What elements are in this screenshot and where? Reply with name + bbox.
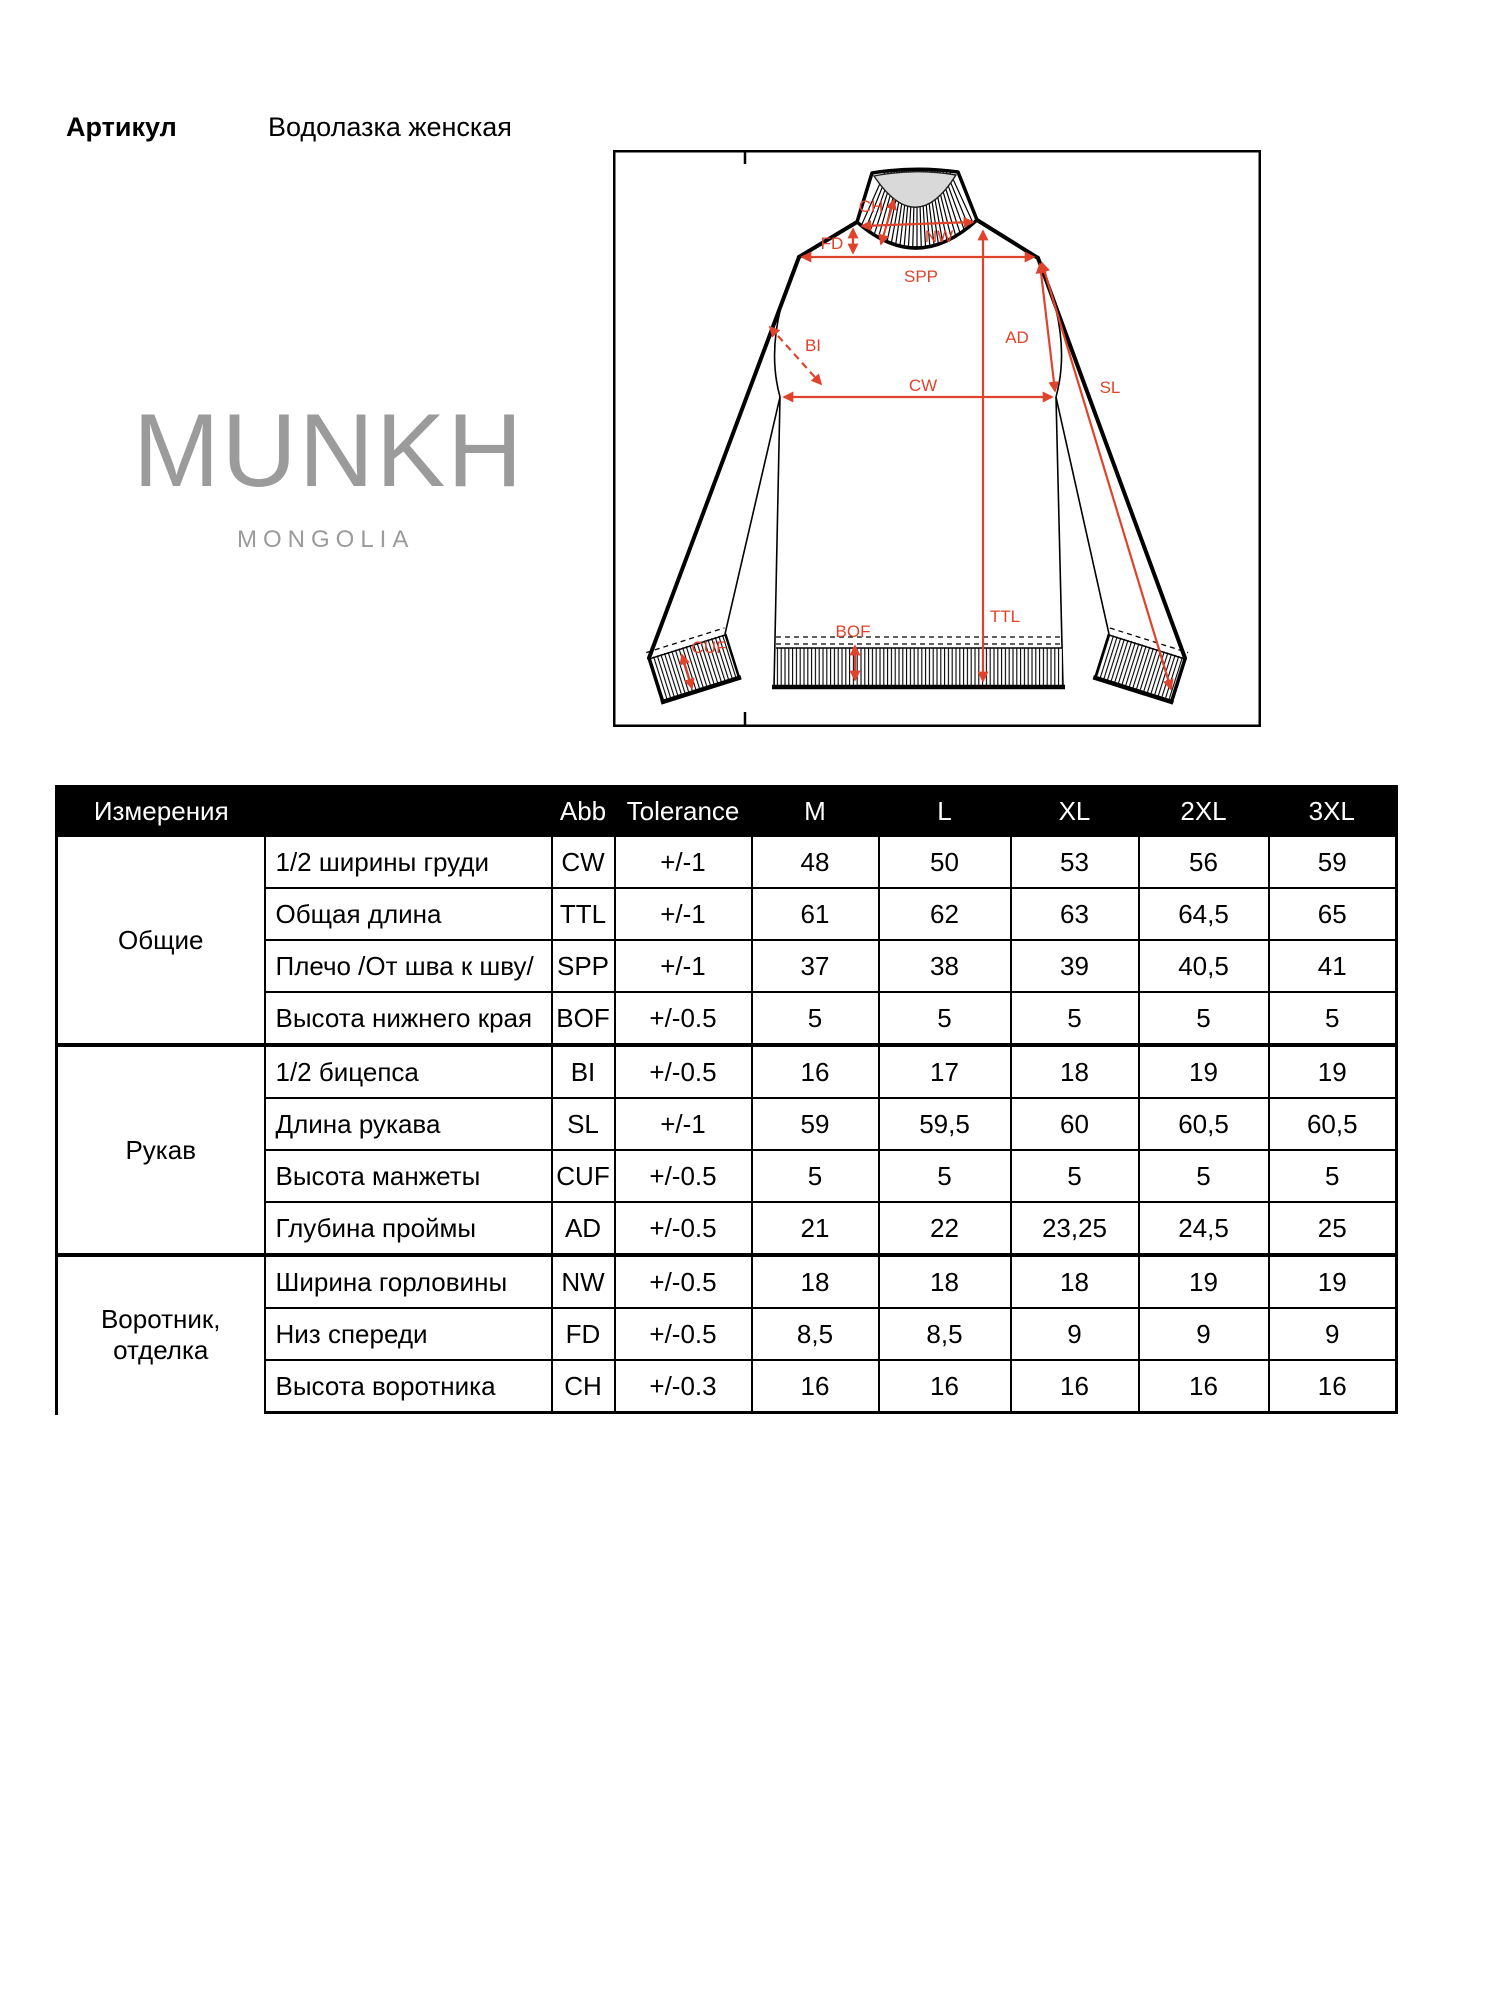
value-2xl: 9 bbox=[1139, 1308, 1269, 1360]
row-abb: CUF bbox=[552, 1150, 615, 1202]
value-l: 17 bbox=[879, 1045, 1011, 1098]
value-3xl: 9 bbox=[1269, 1308, 1397, 1360]
value-2xl: 60,5 bbox=[1139, 1098, 1269, 1150]
value-m: 5 bbox=[752, 992, 879, 1045]
value-xl: 5 bbox=[1011, 1150, 1139, 1202]
brand-logo-country: MONGOLIA bbox=[237, 526, 415, 553]
row-label: Плечо /От шва к шву/ bbox=[265, 940, 552, 992]
header-empty bbox=[265, 787, 552, 837]
value-l: 62 bbox=[879, 888, 1011, 940]
value-m: 61 bbox=[752, 888, 879, 940]
table-left-border-tail bbox=[55, 1402, 58, 1415]
label-ttl: TTL bbox=[989, 607, 1021, 626]
table-row bbox=[57, 836, 1397, 888]
row-abb: AD bbox=[552, 1202, 615, 1255]
row-tolerance: +/-0.5 bbox=[615, 1202, 752, 1255]
value-3xl: 60,5 bbox=[1269, 1098, 1397, 1150]
row-abb: NW bbox=[552, 1255, 615, 1308]
value-m: 21 bbox=[752, 1202, 879, 1255]
row-tolerance: +/-0.5 bbox=[615, 1150, 752, 1202]
value-xl: 5 bbox=[1011, 992, 1139, 1045]
row-label: Общая длина bbox=[265, 888, 552, 940]
sweater-measurement-diagram bbox=[613, 150, 1261, 727]
value-xl: 39 bbox=[1011, 940, 1139, 992]
value-l: 8,5 bbox=[879, 1308, 1011, 1360]
value-xl: 9 bbox=[1011, 1308, 1139, 1360]
value-xl: 60 bbox=[1011, 1098, 1139, 1150]
group-name: Рукав bbox=[57, 1045, 265, 1255]
row-label: 1/2 бицепса bbox=[265, 1045, 552, 1098]
value-m: 18 bbox=[752, 1255, 879, 1308]
row-tolerance: +/-1 bbox=[615, 836, 752, 888]
row-label: Длина рукава bbox=[265, 1098, 552, 1150]
row-tolerance: +/-1 bbox=[615, 1098, 752, 1150]
value-l: 5 bbox=[879, 992, 1011, 1045]
value-xl: 18 bbox=[1011, 1045, 1139, 1098]
row-abb: CW bbox=[552, 836, 615, 888]
header-size-3xl: 3XL bbox=[1269, 787, 1397, 837]
value-3xl: 5 bbox=[1269, 1150, 1397, 1202]
header-measure: Измерения bbox=[57, 787, 265, 837]
row-label: 1/2 ширины груди bbox=[265, 836, 552, 888]
value-m: 48 bbox=[752, 836, 879, 888]
row-abb: SPP bbox=[552, 940, 615, 992]
right-cuff bbox=[1093, 628, 1189, 703]
row-abb: BOF bbox=[552, 992, 615, 1045]
group-name: Воротник, отделка bbox=[57, 1255, 265, 1413]
label-nw: NW bbox=[924, 227, 954, 246]
row-abb: BI bbox=[552, 1045, 615, 1098]
header-tolerance: Tolerance bbox=[615, 787, 752, 837]
value-2xl: 5 bbox=[1139, 992, 1269, 1045]
article-label: Артикул bbox=[66, 112, 177, 142]
value-3xl: 65 bbox=[1269, 888, 1397, 940]
row-abb: SL bbox=[552, 1098, 615, 1150]
row-tolerance: +/-0.5 bbox=[615, 1308, 752, 1360]
value-l: 5 bbox=[879, 1150, 1011, 1202]
header-size-2xl: 2XL bbox=[1139, 787, 1269, 837]
value-m: 8,5 bbox=[752, 1308, 879, 1360]
right-sleeve-edge bbox=[1038, 258, 1185, 658]
value-l: 22 bbox=[879, 1202, 1011, 1255]
value-m: 16 bbox=[752, 1360, 879, 1413]
value-m: 59 bbox=[752, 1098, 879, 1150]
article-value: Водолазка женская bbox=[268, 112, 512, 142]
value-xl: 63 bbox=[1011, 888, 1139, 940]
table-row bbox=[57, 1045, 1397, 1098]
value-m: 5 bbox=[752, 1150, 879, 1202]
value-2xl: 16 bbox=[1139, 1360, 1269, 1413]
size-table bbox=[55, 785, 1398, 1414]
label-spp: SPP bbox=[903, 267, 939, 286]
value-2xl: 64,5 bbox=[1139, 888, 1269, 940]
value-xl: 18 bbox=[1011, 1255, 1139, 1308]
value-l: 18 bbox=[879, 1255, 1011, 1308]
hem-band bbox=[772, 637, 1065, 687]
row-tolerance: +/-0.3 bbox=[615, 1360, 752, 1413]
header-abb: Abb bbox=[552, 787, 615, 837]
value-3xl: 5 bbox=[1269, 992, 1397, 1045]
header-size-l: L bbox=[879, 787, 1011, 837]
table-header-row bbox=[57, 787, 1397, 837]
row-label: Глубина проймы bbox=[265, 1202, 552, 1255]
row-tolerance: +/-0.5 bbox=[615, 992, 752, 1045]
row-tolerance: +/-1 bbox=[615, 888, 752, 940]
label-cw: CW bbox=[908, 376, 938, 395]
label-bi: BI bbox=[804, 336, 822, 355]
row-abb: TTL bbox=[552, 888, 615, 940]
table-row bbox=[57, 1255, 1397, 1308]
value-3xl: 25 bbox=[1269, 1202, 1397, 1255]
row-tolerance: +/-1 bbox=[615, 940, 752, 992]
header-size-xl: XL bbox=[1011, 787, 1139, 837]
label-sl: SL bbox=[1099, 378, 1121, 397]
value-3xl: 19 bbox=[1269, 1255, 1397, 1308]
value-m: 37 bbox=[752, 940, 879, 992]
value-2xl: 24,5 bbox=[1139, 1202, 1269, 1255]
row-abb: FD bbox=[552, 1308, 615, 1360]
label-fd: FD bbox=[820, 234, 844, 253]
row-label: Низ спереди bbox=[265, 1308, 552, 1360]
value-3xl: 59 bbox=[1269, 836, 1397, 888]
value-3xl: 19 bbox=[1269, 1045, 1397, 1098]
row-tolerance: +/-0.5 bbox=[615, 1045, 752, 1098]
header-size-m: M bbox=[752, 787, 879, 837]
value-l: 16 bbox=[879, 1360, 1011, 1413]
sweater-outline bbox=[645, 150, 1189, 703]
group-name: Общие bbox=[57, 836, 265, 1045]
value-2xl: 56 bbox=[1139, 836, 1269, 888]
row-label: Высота нижнего края bbox=[265, 992, 552, 1045]
label-ch: CH bbox=[858, 197, 884, 216]
value-l: 50 bbox=[879, 836, 1011, 888]
value-l: 38 bbox=[879, 940, 1011, 992]
value-2xl: 40,5 bbox=[1139, 940, 1269, 992]
value-xl: 53 bbox=[1011, 836, 1139, 888]
label-bof: BOF bbox=[835, 622, 871, 641]
brand-logo: MUNKH bbox=[133, 393, 525, 509]
row-tolerance: +/-0.5 bbox=[615, 1255, 752, 1308]
value-2xl: 19 bbox=[1139, 1045, 1269, 1098]
value-3xl: 41 bbox=[1269, 940, 1397, 992]
row-label: Высота манжеты bbox=[265, 1150, 552, 1202]
label-ad: AD bbox=[1005, 328, 1029, 347]
label-cuf: CUF bbox=[691, 638, 727, 657]
value-m: 16 bbox=[752, 1045, 879, 1098]
value-2xl: 19 bbox=[1139, 1255, 1269, 1308]
row-abb: CH bbox=[552, 1360, 615, 1413]
value-xl: 16 bbox=[1011, 1360, 1139, 1413]
value-3xl: 16 bbox=[1269, 1360, 1397, 1413]
row-label: Ширина горловины bbox=[265, 1255, 552, 1308]
value-xl: 23,25 bbox=[1011, 1202, 1139, 1255]
row-label: Высота воротника bbox=[265, 1360, 552, 1413]
value-l: 59,5 bbox=[879, 1098, 1011, 1150]
value-2xl: 5 bbox=[1139, 1150, 1269, 1202]
